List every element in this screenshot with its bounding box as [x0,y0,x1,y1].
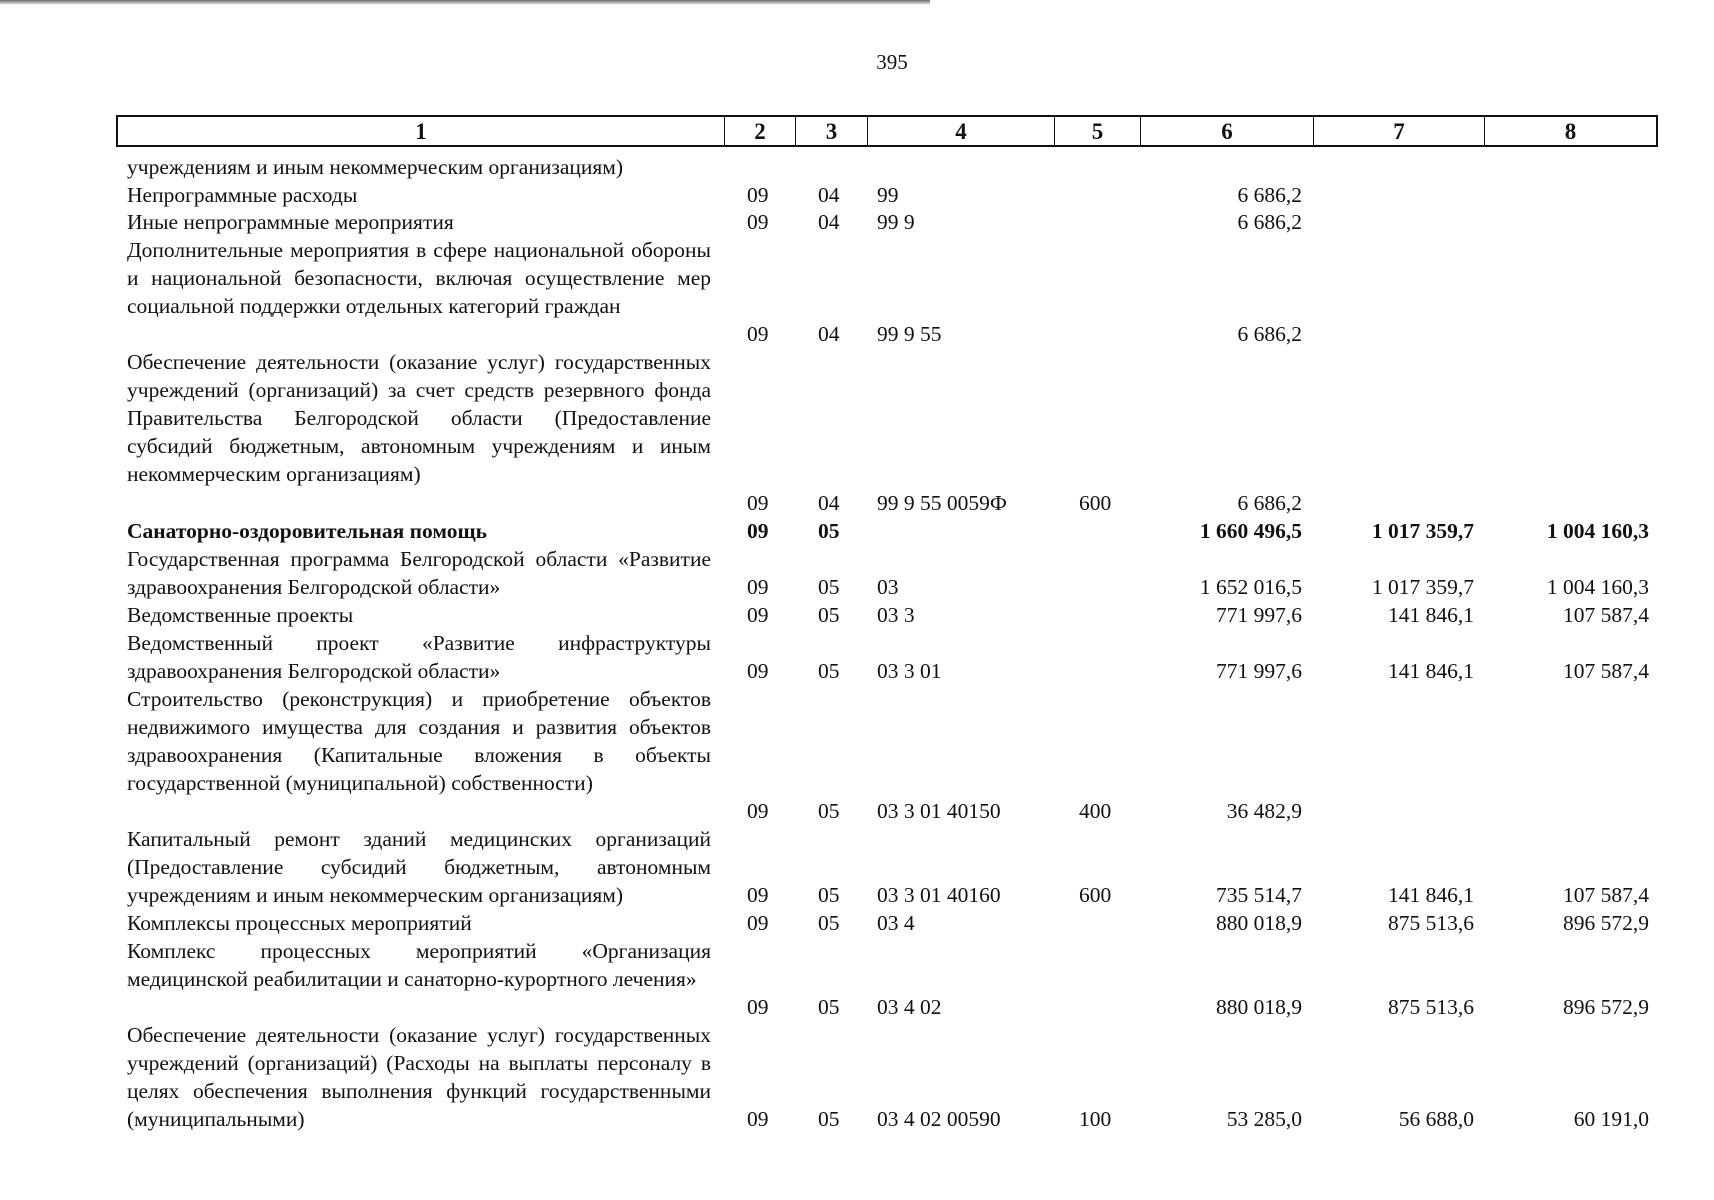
row-description: Строительство (реконструкция) и приобретение объектов недвижимого имущества для создания и развития объектов здравоохранения (Капитальные вложения в объекты государственной (муниципальной) собственности) [127,687,711,795]
cell-col-2: 09 [747,491,769,515]
row-description: Дополнительные мероприятия в сфере национальной обороны и национальной безопасности, включая осуществление мер социальной поддержки отдельных категорий граждан [127,238,711,318]
cell-col-2: 09 [747,575,769,599]
table-row [0,181,1714,209]
cell-col-7: 875 513,6 [1388,911,1474,935]
cell-col-5: 600 [1079,883,1112,907]
cell-col-3: 05 [818,575,840,599]
header-col-6: 6 [1140,117,1313,145]
scan-edge-mark [0,0,930,5]
cell-col-3: 04 [818,322,840,346]
cell-col-2: 09 [747,883,769,907]
cell-col-4: 99 9 55 0059Ф [877,491,1007,515]
cell-col-3: 05 [818,799,840,823]
table-row [0,348,1714,517]
table-row [0,685,1714,825]
row-description: Государственная программа Белгородской области «Развитие здравоохранения Белгородской области» [127,547,711,599]
table-row [0,909,1714,937]
page-number: 395 [876,50,908,74]
cell-col-8: 896 572,9 [1563,911,1649,935]
cell-col-4: 03 4 02 [877,995,942,1019]
row-description: Иные непрограммные мероприятия [127,210,454,234]
cell-col-6: 771 997,6 [1216,603,1302,627]
cell-col-2: 09 [747,1107,769,1131]
cell-col-6: 771 997,6 [1216,659,1302,683]
header-col-3: 3 [795,117,867,145]
row-description: Ведомственные проекты [127,603,354,627]
cell-col-6: 1 660 496,5 [1199,519,1302,543]
cell-col-3: 04 [818,183,840,207]
cell-col-2: 09 [747,519,769,543]
cell-col-7: 141 846,1 [1388,883,1474,907]
cell-col-6: 880 018,9 [1216,911,1302,935]
cell-col-4: 99 9 55 [877,322,942,346]
table-row [0,937,1714,1021]
header-col-2: 2 [724,117,795,145]
row-description: Непрограммные расходы [127,183,358,207]
table-row [0,629,1714,685]
cell-col-2: 09 [747,322,769,346]
table-row [0,208,1714,236]
header-col-4: 4 [867,117,1054,145]
cell-col-4: 03 3 01 [877,659,942,683]
row-description: Обеспечение деятельности (оказание услуг) государственных учреждений (организаций) за счет средств резервного фонда Правительства Белгородской области (Предоставление субсидий бюджетным, автономным учреждениям и иным некоммерческим организациям) [127,350,711,486]
row-description: Комплекс процессных мероприятий «Организация медицинской реабилитации и санаторно-курортного лечения» [127,939,711,991]
cell-col-6: 6 686,2 [1237,491,1302,515]
cell-col-2: 09 [747,659,769,683]
row-description: Капитальный ремонт зданий медицинских организаций (Предоставление субсидий бюджетным, автономным учреждениям и иным некоммерческим организациям) [127,827,711,907]
row-description: Санаторно-оздоровительная помощь [127,519,487,543]
cell-col-8: 107 587,4 [1563,603,1649,627]
cell-col-7: 875 513,6 [1388,995,1474,1019]
cell-col-6: 6 686,2 [1237,210,1302,234]
cell-col-8: 896 572,9 [1563,995,1649,1019]
cell-col-3: 05 [818,519,840,543]
cell-col-6: 735 514,7 [1216,883,1302,907]
cell-col-4: 03 3 [877,603,915,627]
cell-col-8: 1 004 160,3 [1546,575,1649,599]
row-description: учреждениям и иным некоммерческим организациям) [127,155,624,179]
table-row [0,825,1714,909]
cell-col-4: 03 4 02 00590 [877,1107,1001,1131]
cell-col-8: 1 004 160,3 [1546,519,1649,543]
header-col-5: 5 [1054,117,1140,145]
cell-col-6: 6 686,2 [1237,322,1302,346]
cell-col-5: 100 [1079,1107,1112,1131]
cell-col-4: 03 3 01 40150 [877,799,1001,823]
cell-col-2: 09 [747,995,769,1019]
table-header [116,115,1658,147]
cell-col-6: 880 018,9 [1216,995,1302,1019]
header-col-7: 7 [1313,117,1484,145]
cell-col-3: 05 [818,603,840,627]
cell-col-8: 107 587,4 [1563,883,1649,907]
table-row [0,153,1714,181]
cell-col-7: 56 688,0 [1398,1107,1474,1131]
cell-col-2: 09 [747,210,769,234]
table-row [0,601,1714,629]
header-col-8: 8 [1484,117,1656,145]
cell-col-3: 04 [818,491,840,515]
cell-col-2: 09 [747,603,769,627]
cell-col-7: 141 846,1 [1388,659,1474,683]
cell-col-3: 05 [818,995,840,1019]
cell-col-5: 600 [1079,491,1112,515]
cell-col-6: 6 686,2 [1237,183,1302,207]
cell-col-2: 09 [747,799,769,823]
header-col-1: 1 [415,119,427,144]
cell-col-7: 141 846,1 [1388,603,1474,627]
cell-col-3: 05 [818,911,840,935]
cell-col-2: 09 [747,911,769,935]
cell-col-7: 1 017 359,7 [1371,519,1474,543]
table-row [0,517,1714,545]
cell-col-4: 03 3 01 40160 [877,883,1001,907]
cell-col-6: 36 482,9 [1226,799,1302,823]
cell-col-6: 53 285,0 [1226,1107,1302,1131]
cell-col-3: 05 [818,883,840,907]
cell-col-7: 1 017 359,7 [1371,575,1474,599]
cell-col-2: 09 [747,183,769,207]
cell-col-4: 03 4 [877,911,915,935]
table-row [0,1021,1714,1133]
cell-col-6: 1 652 016,5 [1199,575,1302,599]
cell-col-3: 04 [818,210,840,234]
cell-col-4: 03 [877,575,899,599]
cell-col-3: 05 [818,1107,840,1131]
row-description: Ведомственный проект «Развитие инфраструктуры здравоохранения Белгородской области» [127,631,711,683]
cell-col-5: 400 [1079,799,1112,823]
row-description: Комплексы процессных мероприятий [127,911,472,935]
cell-col-4: 99 9 [877,210,915,234]
cell-col-8: 107 587,4 [1563,659,1649,683]
cell-col-4: 99 [877,183,899,207]
cell-col-3: 05 [818,659,840,683]
row-description: Обеспечение деятельности (оказание услуг) государственных учреждений (организаций) (Расходы на выплаты персоналу в целях обеспечения выполнения функций государственными (муниципальными) [127,1023,711,1131]
table-row [0,545,1714,601]
table-row [0,236,1714,348]
cell-col-8: 60 191,0 [1573,1107,1649,1131]
